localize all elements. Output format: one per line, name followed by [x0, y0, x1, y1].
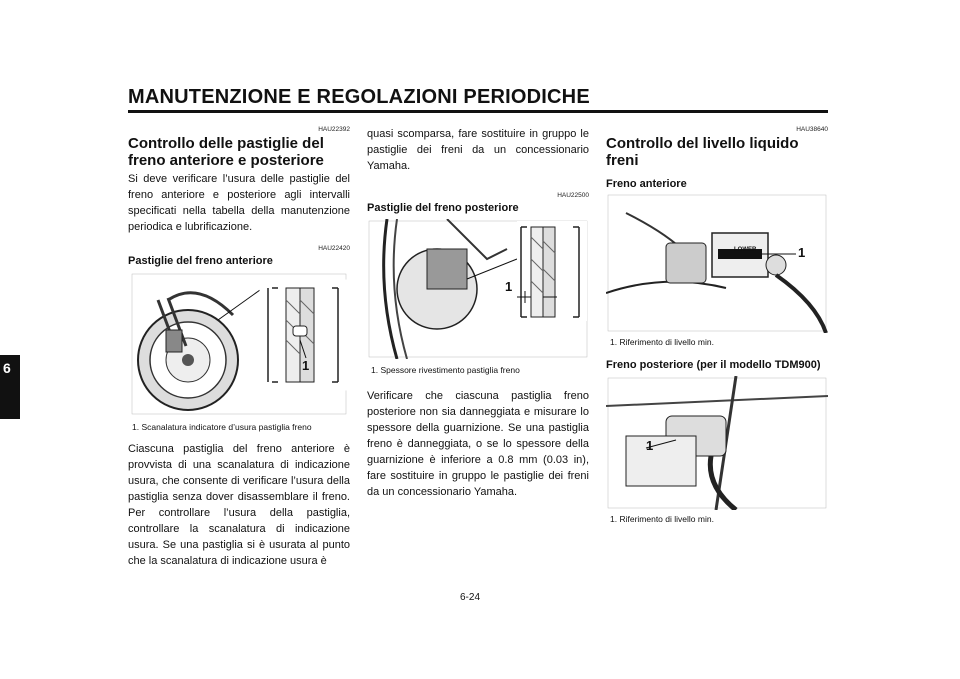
column-2 [367, 126, 589, 500]
page-number: 6-24 [460, 592, 481, 603]
header-rule [128, 110, 828, 113]
continued-paragraph: quasi scomparsa, fare sostituire in gruppo le pastiglie dei freni da un concessionario Yamaha. [367, 128, 589, 172]
front-brake-pad-figure [128, 270, 350, 418]
figure-callout-1: 1 [302, 358, 310, 373]
intro-paragraph: Si deve verificare l’usura delle pastiglie del freno anteriore e posteriore agli intervalli specificati nella tabella della manutenzione periodica e lubrificazione. [128, 173, 350, 233]
figure-callout-1: 1 [798, 245, 806, 260]
rear-reservoir-figure [606, 376, 828, 510]
body-paragraph: Ciascuna pastiglia del freno anteriore è provvista di una scanalatura di indicazione usura, che consente di verificare l’usura della pastiglia senza dover disassemblare il freno. Per controllare l’usura della pastiglia, controllare la scanalatura di indicazione usura. Se una pastiglia si è usurata al punto che la scanalatura di indicazione usura è [128, 443, 350, 567]
section-code: HAU22392 [318, 126, 350, 133]
subsection-heading-rear: Freno posteriore (per il modello TDM900) [606, 359, 821, 371]
handlebar-reservoir-illustration [606, 193, 828, 333]
page-header-title: MANUTENZIONE E REGOLAZIONI PERIODICHE [128, 86, 590, 108]
section-heading: Controllo del livello liquido freni [606, 135, 799, 169]
figure-caption-rear: 1. Riferimento di livello min. [610, 514, 714, 524]
figure-callout-1: 1 [505, 279, 513, 294]
front-wheel-illustration [128, 270, 350, 418]
subsection-code: HAU22500 [557, 192, 589, 199]
rear-brake-pad-figure [367, 219, 589, 359]
chapter-number: 6 [3, 360, 11, 376]
section-heading: Controllo delle pastiglie del freno anteriore e posteriore [128, 135, 324, 169]
rear-reservoir-illustration [606, 376, 828, 510]
rear-caliper-illustration [367, 219, 589, 359]
subsection-heading: Pastiglie del freno posteriore [367, 202, 519, 214]
subsection-code: HAU22420 [318, 245, 350, 252]
column-1 [128, 126, 350, 569]
figure-callout-1: 1 [646, 438, 654, 453]
column-3 [606, 126, 828, 525]
subsection-heading-front: Freno anteriore [606, 178, 687, 190]
figure-caption: 1. Spessore rivestimento pastiglia freno [371, 365, 520, 375]
lower-mark-label: LOWER [734, 247, 757, 253]
front-reservoir-figure [606, 193, 828, 333]
subsection-heading: Pastiglie del freno anteriore [128, 255, 273, 267]
section-code: HAU38640 [796, 126, 828, 133]
figure-caption: 1. Scanalatura indicatore d’usura pastiglia freno [132, 422, 312, 432]
figure-caption-front: 1. Riferimento di livello min. [610, 337, 714, 347]
body-paragraph: Verificare che ciascuna pastiglia freno posteriore non sia danneggiata e misurare lo spessore della guarnizione. Se una pastiglia freno è danneggiata, o se lo spessore della guarnizione è inferiore a 0.8 mm (0.03 in), fare sostituire in gruppo le pastiglie dei freni da un concessionario Yamaha. [367, 390, 589, 498]
